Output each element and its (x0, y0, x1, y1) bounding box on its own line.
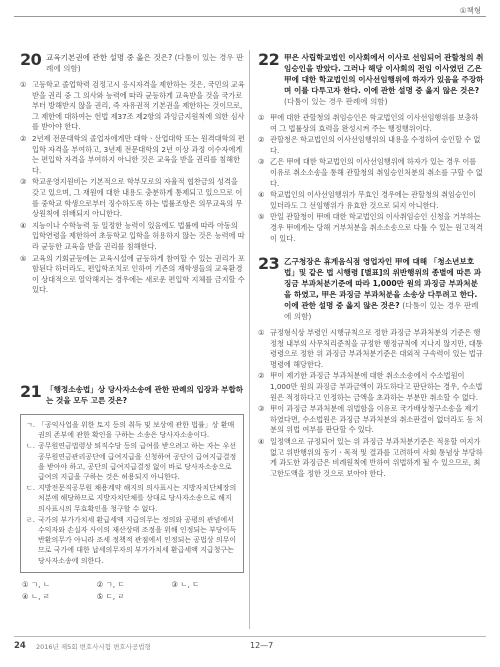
question-stem: 「행정소송법」상 당사자소송에 관한 판례의 입장과 부합하는 것을 모두 고른 것은? (46, 385, 244, 405)
answer-choices (20, 579, 246, 603)
option-item (258, 212, 484, 244)
option-item (258, 157, 484, 189)
statement-item (26, 483, 238, 514)
question-note: (다툼이 있는 경우 판례에 의함) (284, 301, 479, 321)
option-item-marker: ② (20, 133, 27, 143)
question-stem-text: 교육기본권에 관한 설명 중 옳은 것은? (46, 53, 173, 62)
question-note: (다툼이 있는 경우 판례에 의함) (46, 53, 244, 73)
option-item-marker: ③ (258, 157, 265, 167)
option-item-text: 교육의 기회균등에는 교육시설에 균등하게 참여할 수 있는 권리가 포함된다 하더라도, 편입학조치로 인하여 기존의 재학생들의 교육환경이 상대적으로 열악해지는 경우에는 새로운 편입학 지체를 금지할 수 있다. (32, 253, 245, 295)
statement-item-text: 공무원연금법령상 퇴직수당 등의 급여를 받으려고 하는 자는 우선 공무원연금관리공단에 급여지급을 신청하여 공단이 급여지급결정을 받아야 하고, 공단의 급여지급결정 없이 바로 당사자소송으로 급여의 지급을 구하는 것은 허용되지 아니한다. (38, 442, 237, 482)
option-item-marker: ⑤ (20, 253, 27, 263)
option-item-marker: ① (20, 80, 27, 89)
question-23 (258, 256, 484, 480)
option-item-text: 고등학교 졸업학력 검정고시 응시자격을 제한하는 것은, 국민의 교육받을 권리 중 그 의사와 능력에 따라 균등하게 교육받을 것을 국가로부터 방해받지 않을 권리, 즉 자유권적 기본권을 제한하는 것이므로, 그 제한에 대하여는 헌법 제37조 제2항의 과잉금지원칙에 의한 심사를 받아야 한다. (32, 80, 245, 132)
statement-item-marker: ㄹ. (26, 515, 35, 524)
option-item-text: 만일 관할청이 甲에 대한 학교법인의 이사취임승인 신청을 거부하는 경우 甲에게는 당해 거부처분을 취소소송으로 다툴 수 있는 원고적격이 있다. (270, 212, 483, 243)
answer-choice: ③ ㄴ, ㄷ (171, 579, 200, 589)
answer-choice: ② ㄱ, ㄷ (96, 579, 125, 589)
question-stem (284, 52, 484, 107)
option-item (258, 190, 484, 211)
question-number: 23 (258, 254, 280, 273)
question-stem-text: 甲은 사립학교법인 이사회에서 이사로 선임되어 관할청의 취임승인을 받았다. 그러나 해당 이사회의 전임 이사였던 乙은 甲에 대한 학교법인의 이사선임행위에 하자가 있음을 주장하며 이를 다투고자 한다. 이에 관한 설명 중 옳지 않은 것은? (284, 53, 484, 95)
option-item-marker: ④ (20, 220, 27, 230)
statement-item-text: 지방전문직공무원 채용계약 해지의 의사표시는 지방자치단체장의 처분에 해당하므로 지방자치단체를 상대로 당사자소송으로 해지 의사표시의 무효확인을 청구할 수 없다. (38, 484, 237, 513)
option-item (258, 371, 484, 403)
option-item-marker: ② (258, 371, 265, 381)
footer-rule (14, 636, 486, 637)
option-item (258, 404, 484, 436)
option-item-text: 관할청은 학교법인의 이사선임행위의 내용을 수정하여 승인할 수 없다. (270, 135, 481, 155)
page-footer (14, 641, 486, 655)
column-divider (249, 50, 250, 629)
exam-title: 2016년 제5회 변호사시험 변호사공법형 (36, 643, 151, 651)
option-item-text: 甲이 제기한 과징금 부과처분에 대한 취소소송에서 수소법원이 1,000만 원의 과징금 부과금액이 과도하다고 판단하는 경우, 수소법원은 적정하다고 인정하는 금액을 초과하는 부분만 취소할 수 없다. (270, 371, 483, 402)
option-list (258, 328, 484, 479)
option-item-text: 乙은 甲에 대한 학교법인의 이사선임행위에 하자가 있는 경우 이를 이유로 취소소송을 통해 관할청의 취임승인처분의 취소를 구할 수 없다. (270, 157, 483, 188)
option-item-marker: ① (258, 328, 265, 337)
option-item-text: 2년제 전문대학의 졸업자에게만 대학ㆍ산업대학 또는 원격대학의 편입학 자격을 부여하고, 3년제 전문대학의 2년 이상 과정 이수자에게는 편입학 자격을 부여하지 아니한 것은 교육을 받을 권리를 침해한다. (32, 133, 245, 175)
question-number: 22 (258, 50, 280, 69)
option-item-text: 일정액으로 규정되어 있는 위 과징금 부과처분기준은 적용할 여지가 없고 위반행위의 동기ㆍ목적 및 결과를 고려하여 사회 통념상 부당하게 과도한 과징금은 비례원칙에 반하여 위법하게 될 수 있으므로, 최고한도액을 정한 것으로 보아야 한다. (270, 436, 483, 478)
question-20 (20, 52, 246, 297)
option-item (258, 328, 484, 370)
option-item-text: 규정형식상 부령인 시행규칙으로 정한 과징금 부과처분의 기준은 행정청 내부의 사무처리준칙을 규정한 행정규칙에 지나지 않지만, 대통령령으로 정한 위 과징금 부과처분기준은 대외적 구속력이 있는 법규명령에 해당한다. (270, 328, 483, 369)
question-21 (20, 384, 246, 603)
option-item (20, 221, 246, 253)
question-number: 21 (20, 382, 42, 401)
statement-item (26, 441, 238, 482)
option-item-marker: ③ (20, 177, 27, 187)
answer-choice: ① ㄱ, ㄴ (22, 579, 50, 589)
question-22 (258, 52, 484, 245)
page-number: 24 (14, 641, 26, 651)
header-rule (14, 16, 486, 17)
type-badge: ①책형 (457, 5, 484, 16)
option-item (20, 134, 246, 176)
page-code: 12—7 (250, 641, 274, 650)
option-item-text: 지능이나 수학능력 등 일정한 능력이 있음에도 법률에 따라 아동의 입학연령을 제한하여 초등학교 입학을 허용하지 않는 것은 능력에 따라 균등한 교육을 받을 권리를 침해한다. (32, 220, 245, 251)
question-number: 20 (20, 50, 42, 69)
option-item-text: 학교운영지원비는 기본적으로 학부모로의 자율적 협찬금의 성격을 갖고 있으며, 그 재원에 대한 내용도 충분하게 통제되고 있으므로 이를 중학교 학생으로부터 징수하도록 하는 법률조항은 의무교육의 무상원칙에 위배되지 아니한다. (32, 177, 243, 219)
statement-item (26, 420, 238, 440)
option-list (20, 80, 246, 296)
answer-choice: ④ ㄴ, ㄹ (22, 591, 50, 601)
answer-choice: ⑤ ㄷ, ㄹ (96, 591, 125, 601)
statement-item-marker: ㄷ. (26, 484, 35, 493)
option-item (258, 437, 484, 479)
question-stem (46, 52, 246, 74)
option-item-text: 학교법인의 이사선임행위가 무효인 경우에는 관할청의 취임승인이 있더라도 그 선임행위가 유효한 것으로 되지 아니한다. (270, 190, 476, 210)
statement-box (20, 414, 244, 573)
statement-item (26, 515, 238, 566)
question-stem-text: 乙구청장은 휴게음식점 영업자인 甲에 대해 「청소년보호법」및 같은 법 시행령 [별표]의 위반행위의 종별에 따른 과징금 부과처분기준에 따라 1,000만 원의 과징금 부과처분을 하였고, 甲은 과징금 부과처분을 소송상 다투려고 한다. 이에 관한 설명 중 옳지 않은 것은? (284, 257, 482, 310)
option-item-marker: ① (258, 113, 265, 122)
option-item (20, 80, 246, 133)
statement-item-marker: ㄱ. (26, 421, 35, 429)
question-stem (284, 256, 484, 322)
statement-item-marker: ㄴ. (26, 442, 35, 451)
option-item-marker: ② (258, 135, 265, 145)
option-item-marker: ④ (258, 190, 265, 200)
statement-item-text: 「공익사업을 위한 토지 등의 취득 및 보상에 관한 법률」상 환매권의 존부에 관한 확인을 구하는 소송은 당사자소송이다. (38, 421, 235, 440)
option-item-text: 甲에 대한 관할청의 취임승인은 학교법인의 이사선임행위를 보충하여 그 법률상의 효력을 완성시켜 주는 행정행위이다. (270, 113, 479, 133)
statement-item-text: 국가의 부가가치세 환급세액 지급의무는 정의와 공평의 관념에서 수익자와 손실자 사이의 재산상태 조정을 위해 인정되는 부당이득 반환의무가 아니라 조세 정책적 관점에서 인정되는 공법상 의무이므로 국가에 대한 납세의무자의 부가가치세 환급세액 지급청구는 당사자소송에 의한다. (38, 515, 237, 565)
option-item-marker: ③ (258, 404, 265, 414)
option-item-text: 甲이 과징금 부과처분에 위법함을 이유로 국가배상청구소송을 제기하였다면, 수소법원은 과징금 부과처분의 취소판결이 없더라도 동 처분의 위법 여부를 판단할 수 있다. (270, 404, 483, 435)
option-item (258, 113, 484, 134)
question-note: (다툼이 있는 경우 판례에 의함) (284, 97, 388, 106)
option-list (258, 113, 484, 244)
option-item (20, 254, 246, 296)
option-item-marker: ⑤ (258, 212, 265, 222)
option-item-marker: ④ (258, 436, 265, 446)
option-item (258, 135, 484, 156)
option-item (20, 177, 246, 219)
